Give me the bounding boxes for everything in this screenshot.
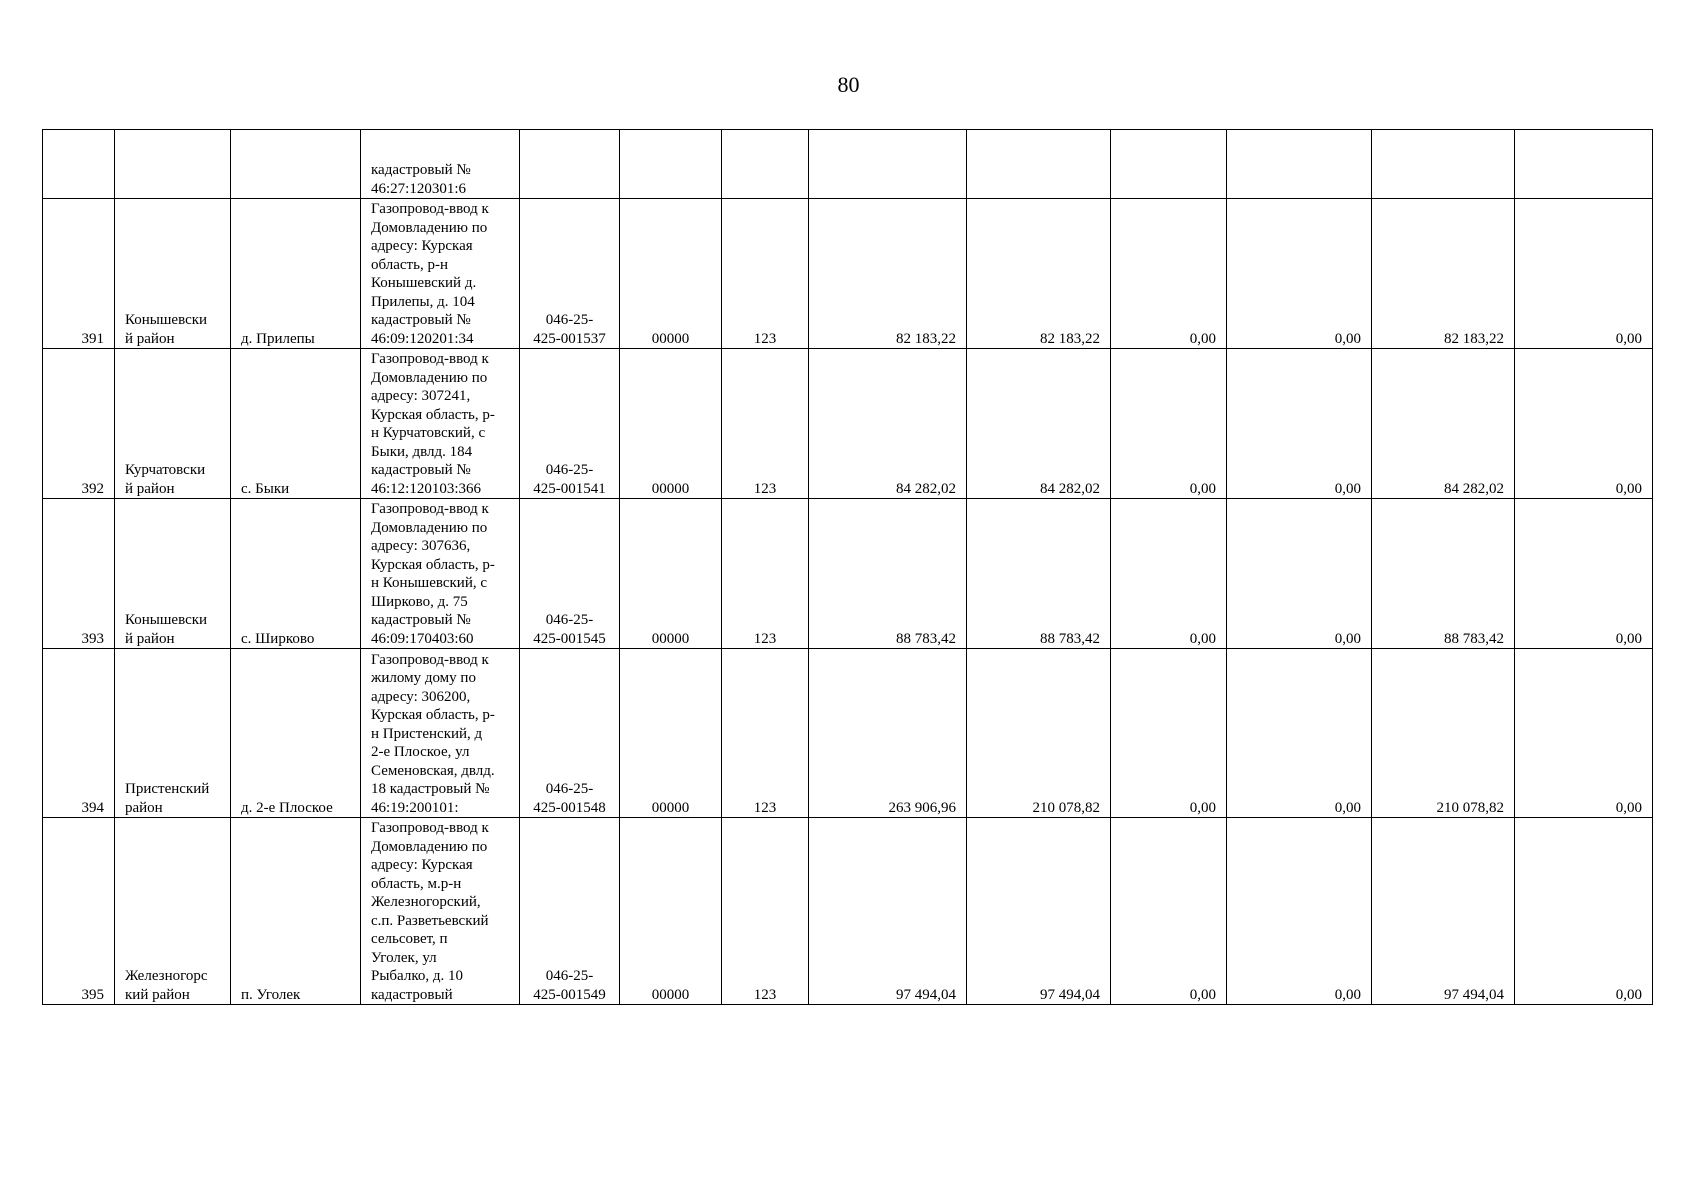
- cell-code: 00000: [620, 349, 722, 499]
- description-line: Газопровод-ввод к: [371, 820, 489, 836]
- description-line: сельсовет, п: [371, 931, 448, 947]
- description-line: Уголек, ул: [371, 949, 437, 966]
- cell-extra: 0,00: [1515, 818, 1653, 1005]
- district-line: район: [125, 799, 163, 816]
- description-line: 46:09:170403:60: [371, 630, 474, 647]
- page-number: 80: [837, 72, 860, 97]
- district-line: й район: [125, 480, 175, 497]
- description-line: Домовладению по: [371, 219, 488, 236]
- cell-num: 391: [43, 199, 115, 349]
- description-line: Ширково, д. 75: [371, 593, 468, 610]
- cell-code: [620, 130, 722, 199]
- description-line: кадастровый №: [371, 162, 471, 178]
- cell-depreciation-2: [1227, 130, 1372, 199]
- cell-inventory: [520, 649, 620, 818]
- description-line: 46:19:200101:: [371, 799, 459, 816]
- cell-code: 00000: [620, 499, 722, 649]
- cell-residual-cost: [1372, 130, 1515, 199]
- description-line: Газопровод-ввод к: [371, 351, 489, 367]
- cell-settlement: [231, 130, 361, 199]
- cell-depreciation-1: 0,00: [1111, 499, 1227, 649]
- cell-residual-cost: 88 783,42: [1372, 499, 1515, 649]
- cell-inventory: [520, 499, 620, 649]
- description-line: Курская область, р-: [371, 556, 495, 573]
- description-line: адресу: 307241,: [371, 388, 471, 404]
- table-row: [43, 818, 1653, 1005]
- district-line: й район: [125, 330, 175, 347]
- cell-residual-cost: 84 282,02: [1372, 349, 1515, 499]
- cell-num: 393: [43, 499, 115, 649]
- description-line: Железногорский,: [371, 894, 481, 910]
- cell-code: 00000: [620, 649, 722, 818]
- description-line: область, р-н: [371, 256, 448, 273]
- cell-code: 00000: [620, 818, 722, 1005]
- description-line: кадастровый: [371, 986, 453, 1003]
- description-line: 18 кадастровый №: [371, 781, 490, 797]
- cell-depreciation-2: 0,00: [1227, 499, 1372, 649]
- cell-initial-cost: 84 282,02: [809, 349, 967, 499]
- cell-settlement: д. 2-е Плоское: [231, 649, 361, 818]
- description-line: 46:27:120301:6: [371, 180, 467, 197]
- cell-initial-cost: [809, 130, 967, 199]
- description-line: 2-е Плоское, ул: [371, 744, 470, 760]
- inventory-line: 046-25-: [545, 462, 594, 478]
- description-line: 46:12:120103:366: [371, 480, 482, 497]
- table-row: [43, 349, 1653, 499]
- cell-depreciation-2: 0,00: [1227, 649, 1372, 818]
- cell-account: 123: [722, 349, 809, 499]
- description-line: Курская область, р-: [371, 406, 495, 423]
- inventory-line: 046-25-: [545, 612, 594, 628]
- cell-district: [115, 349, 231, 499]
- cell-balance-cost: 210 078,82: [967, 649, 1111, 818]
- table-row: [43, 649, 1653, 818]
- cell-description: [361, 349, 520, 499]
- cell-num: 392: [43, 349, 115, 499]
- cell-depreciation-2: 0,00: [1227, 349, 1372, 499]
- inventory-line: 425-001537: [533, 330, 606, 347]
- cell-extra: 0,00: [1515, 499, 1653, 649]
- cell-num: 394: [43, 649, 115, 818]
- cell-inventory: [520, 818, 620, 1005]
- cell-num: 395: [43, 818, 115, 1005]
- cell-account: 123: [722, 818, 809, 1005]
- cell-district: [115, 199, 231, 349]
- cell-balance-cost: 84 282,02: [967, 349, 1111, 499]
- cell-balance-cost: [967, 130, 1111, 199]
- description-line: Конышевский д.: [371, 275, 477, 291]
- property-registry-table: [42, 129, 1653, 1005]
- cell-settlement: д. Прилепы: [231, 199, 361, 349]
- cell-district: [115, 130, 231, 199]
- description-line: Курская область, р-: [371, 707, 495, 723]
- description-line: адресу: Курская: [371, 238, 473, 254]
- description-line: Газопровод-ввод к: [371, 201, 489, 217]
- cell-balance-cost: 82 183,22: [967, 199, 1111, 349]
- inventory-line: 046-25-: [545, 312, 594, 328]
- description-line: область, м.р-н: [371, 875, 462, 892]
- description-line: н Курчатовский, с: [371, 425, 486, 441]
- cell-depreciation-1: 0,00: [1111, 818, 1227, 1005]
- cell-depreciation-2: 0,00: [1227, 199, 1372, 349]
- description-line: жилому дому по: [371, 670, 476, 686]
- cell-description: [361, 649, 520, 818]
- cell-settlement: с. Быки: [231, 349, 361, 499]
- inventory-line: 425-001545: [533, 630, 606, 647]
- district-line: Железногорс: [125, 968, 208, 984]
- cell-depreciation-1: 0,00: [1111, 349, 1227, 499]
- description-line: кадастровый №: [371, 612, 471, 628]
- cell-settlement: п. Уголек: [231, 818, 361, 1005]
- cell-initial-cost: 263 906,96: [809, 649, 967, 818]
- description-line: Домовладению по: [371, 838, 488, 855]
- description-line: Домовладению по: [371, 369, 488, 386]
- cell-district: [115, 649, 231, 818]
- cell-account: [722, 130, 809, 199]
- cell-residual-cost: 82 183,22: [1372, 199, 1515, 349]
- description-line: н Пристенский, д: [371, 725, 483, 742]
- table-row-continued: [43, 130, 1653, 199]
- cell-inventory: [520, 349, 620, 499]
- description-line: Семеновская, двлд.: [371, 762, 495, 779]
- district-line: Пристенский: [125, 781, 210, 797]
- description-line: Прилепы, д. 104: [371, 293, 475, 310]
- inventory-line: 046-25-: [545, 781, 594, 797]
- cell-residual-cost: 97 494,04: [1372, 818, 1515, 1005]
- cell-inventory: [520, 130, 620, 199]
- cell-depreciation-1: 0,00: [1111, 199, 1227, 349]
- description-line: Рыбалко, д. 10: [371, 968, 463, 984]
- district-line: Курчатовски: [125, 462, 206, 478]
- cell-residual-cost: 210 078,82: [1372, 649, 1515, 818]
- table-row: [43, 499, 1653, 649]
- description-line: н Конышевский, с: [371, 575, 488, 591]
- table-body: [43, 130, 1653, 1005]
- cell-balance-cost: 97 494,04: [967, 818, 1111, 1005]
- district-line: Конышевски: [125, 312, 208, 328]
- cell-depreciation-1: [1111, 130, 1227, 199]
- cell-num: [43, 130, 115, 199]
- cell-district: [115, 499, 231, 649]
- cell-code: 00000: [620, 199, 722, 349]
- cell-settlement: с. Ширково: [231, 499, 361, 649]
- cell-description: [361, 130, 520, 199]
- cell-extra: 0,00: [1515, 199, 1653, 349]
- description-line: адресу: Курская: [371, 857, 473, 873]
- cell-extra: 0,00: [1515, 649, 1653, 818]
- cell-initial-cost: 88 783,42: [809, 499, 967, 649]
- cell-description: [361, 818, 520, 1005]
- cell-description: [361, 499, 520, 649]
- district-line: й район: [125, 630, 175, 647]
- district-line: кий район: [125, 986, 190, 1003]
- cell-extra: [1515, 130, 1653, 199]
- inventory-line: 425-001549: [533, 986, 606, 1003]
- inventory-line: 425-001548: [533, 799, 606, 816]
- description-line: Быки, двлд. 184: [371, 443, 473, 460]
- description-line: Домовладению по: [371, 519, 488, 536]
- description-line: Газопровод-ввод к: [371, 651, 489, 668]
- district-line: Конышевски: [125, 612, 208, 628]
- description-line: с.п. Разветьевский: [371, 912, 489, 929]
- description-line: адресу: 307636,: [371, 538, 471, 554]
- cell-district: [115, 818, 231, 1005]
- cell-depreciation-1: 0,00: [1111, 649, 1227, 818]
- cell-account: 123: [722, 649, 809, 818]
- cell-account: 123: [722, 199, 809, 349]
- description-line: кадастровый №: [371, 462, 471, 478]
- cell-account: 123: [722, 499, 809, 649]
- inventory-line: 425-001541: [533, 480, 606, 497]
- description-line: 46:09:120201:34: [371, 330, 474, 347]
- cell-extra: 0,00: [1515, 349, 1653, 499]
- cell-balance-cost: 88 783,42: [967, 499, 1111, 649]
- description-line: адресу: 306200,: [371, 688, 471, 705]
- cell-inventory: [520, 199, 620, 349]
- cell-initial-cost: 97 494,04: [809, 818, 967, 1005]
- inventory-line: 046-25-: [545, 968, 594, 984]
- cell-depreciation-2: 0,00: [1227, 818, 1372, 1005]
- cell-description: [361, 199, 520, 349]
- description-line: кадастровый №: [371, 312, 471, 328]
- cell-initial-cost: 82 183,22: [809, 199, 967, 349]
- description-line: Газопровод-ввод к: [371, 501, 489, 517]
- table-row: [43, 199, 1653, 349]
